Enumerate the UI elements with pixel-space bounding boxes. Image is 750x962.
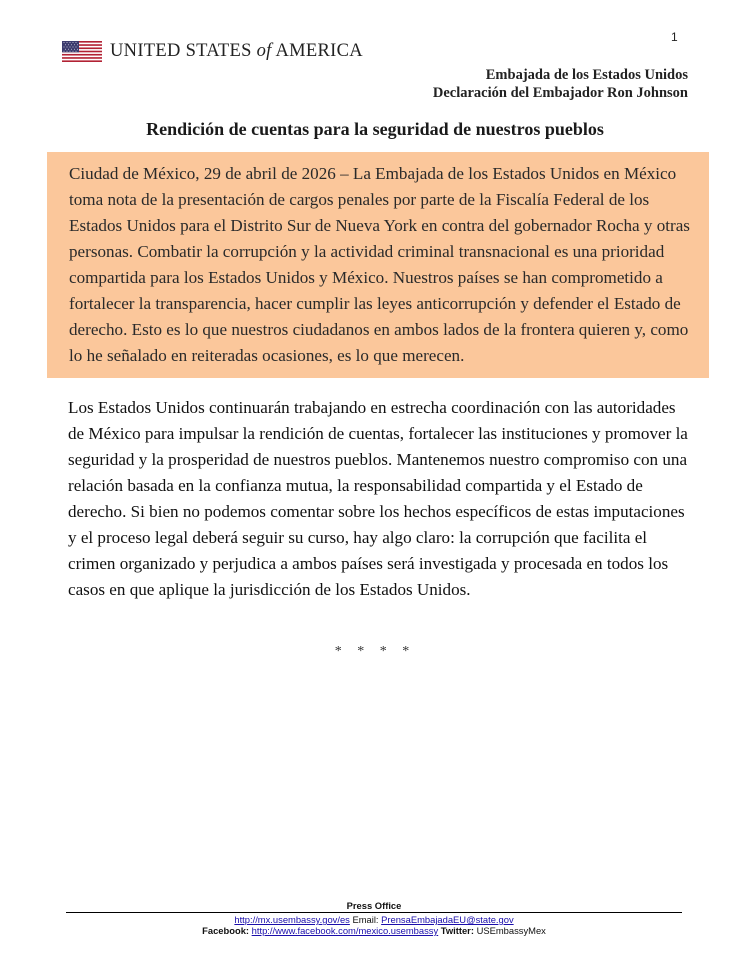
email-label: Email: xyxy=(352,914,379,925)
website-link[interactable]: http://mx.usembassy.gov/es xyxy=(234,914,350,925)
brand-text-part3: AMERICA xyxy=(271,40,363,61)
lead-paragraph-text: Ciudad de México, 29 de abril de 2026 – La Embajada de los Estados Unidos en México toma nota de la presentación de cargos penales por parte de la Fiscalía Federal de los Estados Unidos para el Distrito Sur de Nueva York en contra del gobernador Rocha y otras personas. Combatir la corrupción y la actividad criminal transnacional es una prioridad compartida para los Estados Unidos y México. Nuestros países se han comprometido a fortalecer la transparencia, hacer cumplir las leyes anticorrupción y defender el Estado de derecho. Esto es lo que nuestros ciudadanos en ambos lados de la frontera quieren y, como lo he señalado en reiteradas ocasiones, es lo que merecen. xyxy=(69,164,690,365)
body-paragraph: Los Estados Unidos continuarán trabajando en estrecha coordinación con las autoridades de México para impulsar la rendición de cuentas, fortalecer las instituciones y promover la seguridad y la prosperidad de nuestros pueblos. Mantenemos nuestro compromiso con una relación basada en la confianza mutua, la responsabilidad compartida y el Estado de derecho. Si bien no podemos comentar sobre los hechos específicos de estas imputaciones y el proceso legal deberá seguir su curso, hay algo claro: la corrupción que facilita el crimen organizado y perjudica a ambos países será investigada y procesada en todos los casos en que aplique la jurisdicción de los Estados Unidos. xyxy=(68,398,688,599)
document-title: Rendición de cuentas para la seguridad de nuestros pueblos xyxy=(146,119,604,139)
embassy-name: Embajada de los Estados Unidos xyxy=(485,67,688,83)
brand-text-of: of xyxy=(256,40,272,61)
section-separator: * * * * xyxy=(334,644,416,659)
press-office-footer xyxy=(66,900,682,936)
brand-wordmark xyxy=(110,41,363,62)
page-number: 1 xyxy=(671,30,678,44)
embassy-brand xyxy=(62,40,363,62)
twitter-label: Twitter: xyxy=(440,925,474,936)
twitter-handle: USEmbassyMex xyxy=(476,925,546,936)
email-link[interactable]: PrensaEmbajadaEU@state.gov xyxy=(381,914,514,925)
facebook-link[interactable]: http://www.facebook.com/mexico.usembassy xyxy=(251,925,439,936)
footer-social-line xyxy=(66,925,682,936)
brand-text-part1: UNITED STATES xyxy=(110,40,257,61)
press-office-label: Press Office xyxy=(346,900,402,911)
highlighted-lead-paragraph xyxy=(47,152,709,378)
statement-attribution: Declaración del Embajador Ron Johnson xyxy=(432,85,688,101)
us-flag-icon xyxy=(62,41,102,62)
statement-header xyxy=(433,66,688,102)
footer-divider xyxy=(66,912,682,913)
footer-contact-line xyxy=(66,914,682,925)
facebook-label: Facebook: xyxy=(202,925,250,936)
